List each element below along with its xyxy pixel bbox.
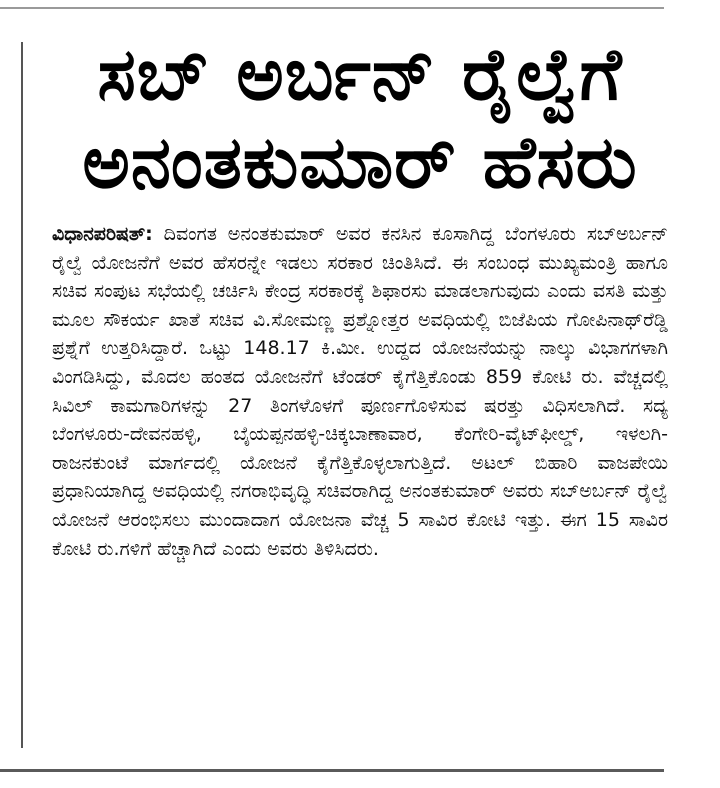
dateline: ವಿಧಾನಪರಿಷತ್: — [52, 223, 153, 245]
headline-line-1: ಸಬ್ ಅರ್ಬನ್ ರೈಲ್ವೆಗೆ — [97, 32, 623, 116]
bottom-rule — [0, 769, 664, 772]
article-body-text: ದಿವಂಗತ ಅನಂತಕುಮಾರ್ ಅವರ ಕನಸಿನ ಕೂಸಾಗಿದ್ದ ಬೆಂಗಳೂರು ಸಬ್‌ಅರ್ಬನ್ ರೈಲ್ವೆ ಯೋಜನೆಗೆ ಅವರ ಹೆಸರನ್ನೇ ಇಡಲು ಸರಕಾರ ಚಿಂತಿಸಿದೆ. ಈ ಸಂಬಂಧ ಮುಖ್ಯಮಂತ್ರಿ ಹಾಗೂ ಸಚಿವ ಸಂಪುಟ ಸಭೆಯಲ್ಲಿ ಚರ್ಚಿಸಿ ಕೇಂದ್ರ ಸರಕಾರಕ್ಕೆ ಶಿಫಾರಸು ಮಾಡಲಾಗುವುದು ಎಂದು ವಸತಿ ಮತ್ತು ಮೂಲ ಸೌಕರ್ಯ ಖಾತೆ ಸಚಿವ ವಿ.ಸೋಮಣ್ಣ ಪ್ರಶ್ನೋತ್ತರ ಅವಧಿಯಲ್ಲಿ ಬಿಜೆಪಿಯ ಗೋಪಿನಾಥ್‌ರೆಡ್ಡಿ ಪ್ರಶ್ನೆಗೆ ಉತ್ತರಿಸಿದ್ದಾರೆ. ಒಟ್ಟು 148.17 ಕಿ.ಮೀ. ಉದ್ದದ ಯೋಜನೆಯನ್ನು ನಾಲ್ಕು ವಿಭಾಗಗಳಾಗಿ ವಿಂಗಡಿಸಿದ್ದು, ಮೊದಲ ಹಂತದ ಯೋಜನೆಗೆ ಟೆಂಡರ್ ಕೈಗೆತ್ತಿಕೊಂಡು 859 ಕೋಟಿ ರು. ವೆಚ್ಚದಲ್ಲಿ ಸಿವಿಲ್ ಕಾಮಗಾರಿಗಳನ್ನು 27 ತಿಂಗಳೊಳಗೆ ಪೂರ್ಣಗೊಳಿಸುವ ಷರತ್ತು ವಿಧಿಸಲಾಗಿದೆ. ಸದ್ಯ ಬೆಂಗಳೂರು-ದೇವನಹಳ್ಳಿ, ಬೈಯಪ್ಪನಹಳ್ಳಿ-ಚಿಕ್ಕಬಾಣಾವಾರ, ಕೆಂಗೇರಿ-ವೈಟ್‌ಫೀಲ್ಡ್, ಇಳಲಗಿ-ರಾಜನಕುಂಟೆ ಮಾರ್ಗದಲ್ಲಿ ಯೋಜನೆ ಕೈಗೆತ್ತಿಕೊಳ್ಳಲಾಗುತ್ತಿದೆ. ಅಟಲ್ ಬಿಹಾರಿ ವಾಜಪೇಯಿ ಪ್ರಧಾನಿಯಾಗಿದ್ದ ಅವಧಿಯಲ್ಲಿ ನಗರಾಭಿವೃದ್ಧಿ ಸಚಿವರಾಗಿದ್ದ ಅನಂತಕುಮಾರ್ ಅವರು ಸಬ್‌ಅರ್ಬನ್ ರೈಲ್ವೆ ಯೋಜನೆ ಆರಂಭಿಸಲು ಮುಂದಾದಾಗ ಯೋಜನಾ ವೆಚ್ಚ 5 ಸಾವಿರ ಕೋಟಿ ಇತ್ತು. ಈಗ 15 ಸಾವಿರ ಕೋಟಿ ರು.ಗಳಿಗೆ ಹೆಚ್ಚಾಗಿದೆ ಎಂದು ಅವರು ತಿಳಿಸಿದರು. — [52, 223, 668, 560]
article-body — [52, 220, 668, 563]
top-rule — [0, 7, 664, 9]
headline-line-2: ಅನಂತಕುಮಾರ್ ಹೆಸರು — [82, 120, 638, 204]
column-rule — [21, 42, 23, 748]
headline — [52, 30, 668, 206]
news-article — [52, 30, 668, 582]
